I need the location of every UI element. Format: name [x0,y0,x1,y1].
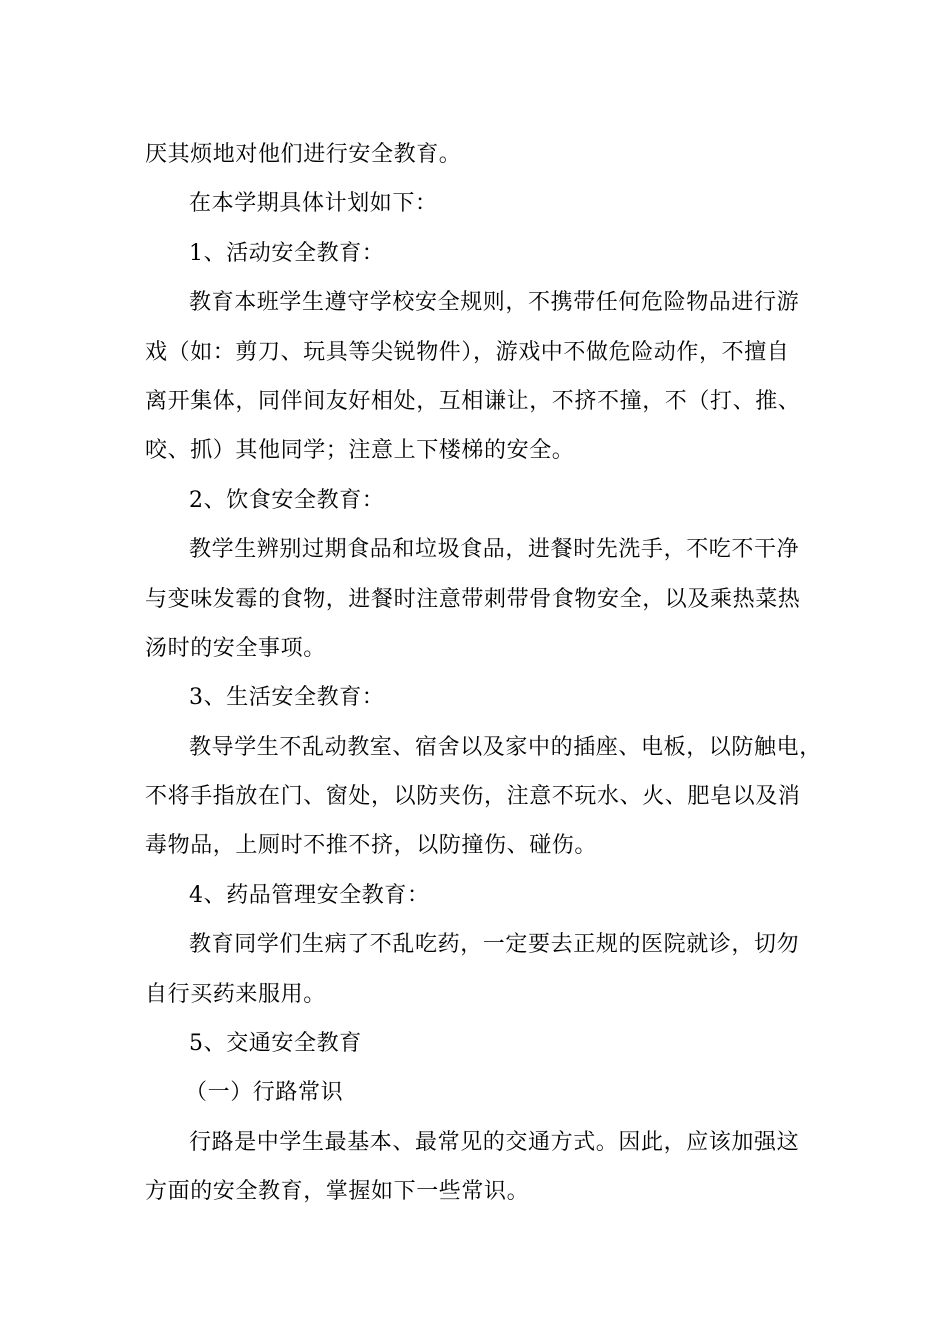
text-line: 教育同学们生病了不乱吃药，一定要去正规的医院就诊，切勿 [189,932,800,958]
section-heading: 3、生活安全教育： [189,685,385,711]
section-heading: 4、药品管理安全教育： [189,882,430,908]
text-line: 离开集体，同伴间友好相处，互相谦让，不挤不撞，不（打、推、 [145,388,801,414]
subsection-heading: （一）行路常识 [185,1080,344,1106]
text-line: 厌其烦地对他们进行安全教育。 [145,142,462,167]
text-line: 不将手指放在门、窗处，以防夹伤，注意不玩水、火、肥皂以及消 [145,784,801,810]
text-line: 毒物品，上厕时不推不挤，以防撞伤、碰伤。 [145,833,598,859]
section-heading: 5、交通安全教育 [189,1031,362,1057]
text-line: 行路是中学生最基本、最常见的交通方式。因此，应该加强这 [189,1129,800,1155]
text-line: 教学生辨别过期食品和垃圾食品，进餐时先洗手，不吃不干净 [189,537,800,563]
text-line: 教育本班学生遵守学校安全规则，不携带任何危险物品进行游 [189,290,800,316]
text-line: 方面的安全教育，掌握如下一些常识。 [145,1179,530,1205]
text-line: 与变味发霉的食物，进餐时注意带刺带骨食物安全，以及乘热菜热 [145,586,801,612]
text-line: 戏（如：剪刀、玩具等尖锐物件），游戏中不做危险动作，不擅自 [145,339,790,365]
text-line: 在本学期具体计划如下： [189,191,438,217]
section-heading: 1、活动安全教育： [189,240,385,266]
section-heading: 2、饮食安全教育： [189,487,385,513]
text-line: 咬、抓）其他同学；注意上下楼梯的安全。 [145,438,575,464]
text-line: 汤时的安全事项。 [145,635,326,661]
text-line: 教导学生不乱动教室、宿舍以及家中的插座、电板，以防触电， [189,734,822,760]
document-body [145,130,825,1217]
text-line: 自行买药来服用。 [145,981,326,1007]
